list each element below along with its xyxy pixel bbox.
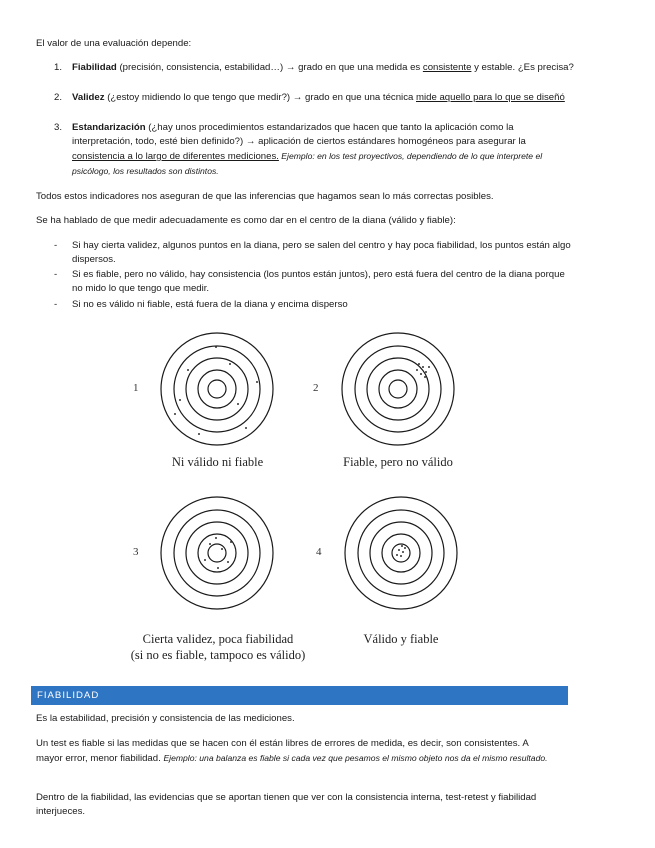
intro-text: El valor de una evaluación depende:: [36, 38, 192, 49]
figure-caption: Ni válido ni fiable: [171, 455, 264, 469]
definition-text: Es la estabilidad, precisión y consistencia de las mediciones.: [36, 713, 295, 724]
caption-line: Cierta validez, poca fiabilidad: [142, 632, 294, 646]
underlined-link: consistente: [422, 62, 472, 73]
figure-number: 4: [316, 546, 322, 558]
summary-text: Todos estos indicadores nos aseguran de que las inferencias que hagamos sean lo más correctas posibles.: [36, 191, 494, 202]
figure-number: 2: [313, 382, 319, 394]
example-text: Ejemplo: una balanza es fiable si cada vez que pesamos el mismo objeto nos da el mismo resultado.: [163, 753, 548, 763]
list-number: 3.: [54, 122, 63, 133]
target-figure-2: [339, 330, 457, 448]
term-fiabilidad: Fiabilidad: [72, 62, 117, 73]
underlined-link: mide aquello para lo que se diseñó: [416, 92, 565, 103]
list-number: 1.: [54, 62, 63, 73]
bullet-text: Si no es válido ni fiable, está fuera de la diana y encima disperso: [72, 299, 348, 310]
list-text: (¿hay unos procedimientos estandarizados que hacen que tanto la aplicación como la interpretación, todo, esté bien definido?) → aplicación de ciertos estándares homogéneos para asegurar la: [72, 122, 526, 147]
list-text: (precisión, consistencia, estabilidad…) → grado en que una medida es: [116, 62, 423, 73]
bullet-text: Si es fiable, pero no válido, hay consistencia (los puntos están juntos), pero está fuera del centro de la diana porque no mido lo que tengo que medir.: [72, 269, 565, 294]
list-text: (¿estoy midiendo lo que tengo que medir?) → grado en que una técnica: [104, 92, 416, 103]
caption-line: (si no es fiable, tampoco es válido): [130, 648, 306, 662]
target-figure-3: [158, 494, 276, 612]
term-validez: Validez: [72, 92, 105, 103]
example-text: Ejemplo: en los test proyectivos, dependiendo de lo que interprete el psicólogo, los resultados son distintos.: [72, 151, 543, 176]
figure-caption: Fiable, pero no válido: [343, 455, 453, 469]
underlined-link: consistencia a lo largo de diferentes mediciones.: [72, 151, 279, 162]
paragraph-fiable: [36, 737, 556, 766]
diana-intro-text: Se ha hablado de que medir adecuadamente es como dar en el centro de la diana (válido y fiable):: [36, 215, 456, 226]
section-title: FIABILIDAD: [37, 690, 100, 701]
target-figure-1: [158, 330, 276, 448]
figure-caption: Válido y fiable: [363, 632, 439, 646]
figure-caption: [108, 631, 328, 663]
list-text: y estable. ¿Es precisa?: [471, 62, 574, 73]
figure-number: 1: [133, 382, 139, 394]
paragraph-evidencias: Dentro de la fiabilidad, las evidencias que se aportan tienen que ver con la consistencia interna, test-retest y fiabilidad interjueces.: [36, 792, 537, 817]
paragraph-text: Un test es fiable si las medidas que se hacen con él están libres de errores de medida, es decir, son consistentes. A mayor error, menor fiabilidad.: [36, 738, 529, 764]
bullet-text: Si hay cierta validez, algunos puntos en la diana, pero se salen del centro y hay poca fiabilidad, los puntos están algo dispersos.: [72, 240, 571, 265]
figure-number: 3: [133, 546, 139, 558]
section-header: [31, 686, 568, 705]
list-number: 2.: [54, 92, 63, 103]
term-estandarizacion: Estandarización: [72, 122, 146, 133]
target-figure-4: [342, 494, 460, 612]
